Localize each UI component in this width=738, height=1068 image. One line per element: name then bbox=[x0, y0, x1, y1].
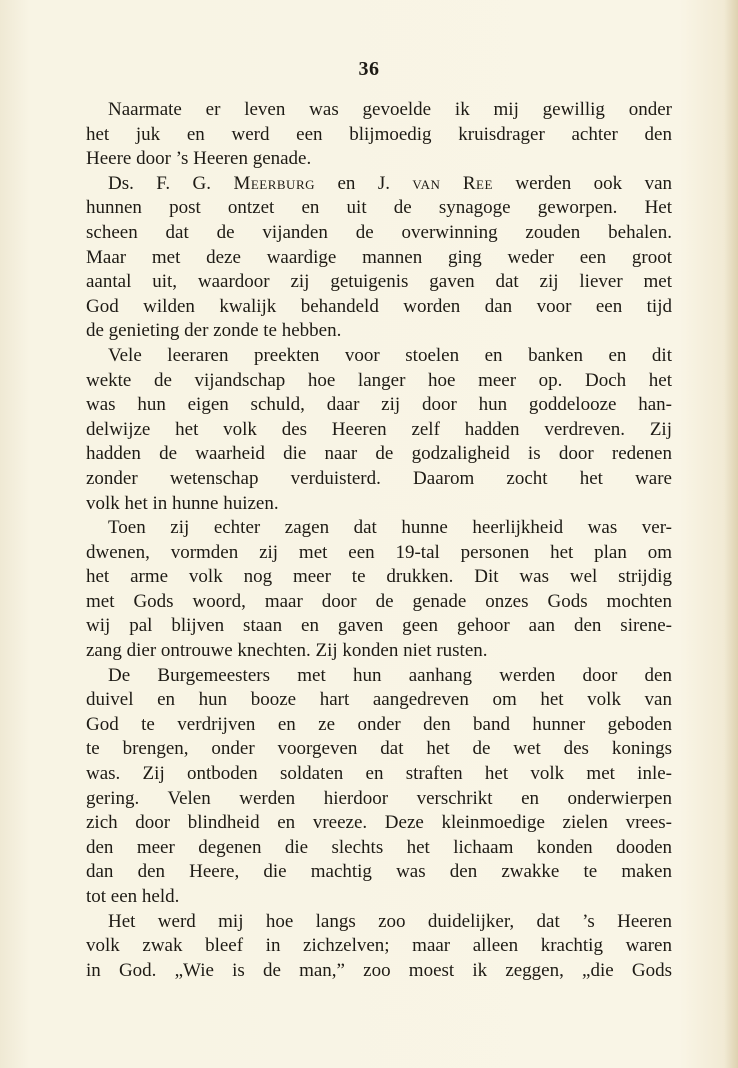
text-line: God te verdrijven en ze onder den band hunner geboden bbox=[86, 713, 672, 735]
page-edge-shadow bbox=[724, 0, 738, 1068]
text-line: dwenen, vormden zij met een 19-tal personen het plan om bbox=[86, 541, 672, 563]
text-line: in God. „Wie is de man,” zoo moest ik zeggen, „die Gods bbox=[86, 959, 672, 981]
text-line: tot een held. bbox=[86, 886, 180, 907]
text-line: was hun eigen schuld, daar zij door hun goddelooze han- bbox=[86, 394, 672, 416]
text-line: wekte de vijandschap hoe langer hoe meer op. Doch het bbox=[86, 369, 672, 391]
text-line: de genieting der zonde te hebben. bbox=[86, 320, 342, 342]
body-text bbox=[86, 98, 672, 983]
text-line: aantal uit, waardoor zij getuigenis gaven dat zij liever met bbox=[86, 271, 672, 293]
text-line: zonder wetenschap verduisterd. Daarom zocht het ware bbox=[86, 467, 672, 489]
text-line: Het werd mij hoe langs zoo duidelijker, dat ’s Heeren bbox=[108, 910, 672, 932]
text-line: hadden de waarheid die naar de godzaligheid is door redenen bbox=[86, 443, 672, 465]
text-line: met Gods woord, maar door de genade onzes Gods mochten bbox=[86, 590, 672, 612]
name-particle: van bbox=[412, 172, 441, 194]
text-line: het juk en werd een blijmoedig kruisdrager achter den bbox=[86, 123, 672, 145]
author-initials: Ds. F. G. bbox=[108, 172, 211, 194]
text-line: scheen dat de vijanden de overwinning zouden behalen. bbox=[86, 221, 672, 243]
text-line: wij pal blijven staan en gaven geen gehoor aan den sirene- bbox=[86, 615, 672, 637]
text-line: delwijze het volk des Heeren zelf hadden verdreven. Zij bbox=[86, 418, 672, 440]
text-line: volk zwak bleef in zichzelven; maar alleen krachtig waren bbox=[86, 935, 672, 957]
text-line: was. Zij ontboden soldaten en straften het volk met inle- bbox=[86, 763, 672, 785]
text-line: gering. Velen werden hierdoor verschrikt en onderwierpen bbox=[86, 787, 672, 809]
text-line: Maar met deze waardige mannen ging weder een groot bbox=[86, 246, 672, 268]
text-line: volk het in hunne huizen. bbox=[86, 492, 279, 514]
text-line: Naarmate er leven was gevoelde ik mij gewillig onder bbox=[108, 99, 672, 120]
text-line-with-names bbox=[86, 172, 672, 197]
text-line: Vele leeraren preekten voor stoelen en banken en dit bbox=[108, 344, 672, 366]
text-line: dan den Heere, die machtig was den zwakke te maken bbox=[86, 861, 672, 883]
text-line: zich door blindheid en vreeze. Deze kleinmoedige zielen vrees- bbox=[86, 812, 672, 834]
name-ree: Ree bbox=[462, 172, 493, 194]
text-fragment: werden ook van bbox=[515, 172, 673, 194]
text-line: zang dier ontrouwe knechten. Zij konden niet rusten. bbox=[86, 640, 488, 662]
text-fragment: en J. bbox=[337, 172, 390, 194]
text-line: te brengen, onder voorgeven dat het de wet des konings bbox=[86, 738, 672, 760]
text-line: De Burgemeesters met hun aanhang werden door den bbox=[108, 664, 672, 686]
name-meerburg: Meerburg bbox=[233, 172, 316, 194]
text-line: Toen zij echter zagen dat hunne heerlijkheid was ver- bbox=[108, 517, 672, 539]
text-line: hunnen post ontzet en uit de synagoge geworpen. Het bbox=[86, 197, 672, 219]
text-line: God wilden kwalijk behandeld worden dan voor een tijd bbox=[86, 295, 672, 317]
text-line: het arme volk nog meer te drukken. Dit was wel strijdig bbox=[86, 566, 672, 588]
text-line: den meer degenen die slechts het lichaam konden dooden bbox=[86, 836, 672, 858]
text-line: duivel en hun booze hart aangedreven om het volk van bbox=[86, 689, 672, 711]
page-number: 36 bbox=[358, 58, 380, 80]
text-line: Heere door ’s Heeren genade. bbox=[86, 148, 312, 170]
